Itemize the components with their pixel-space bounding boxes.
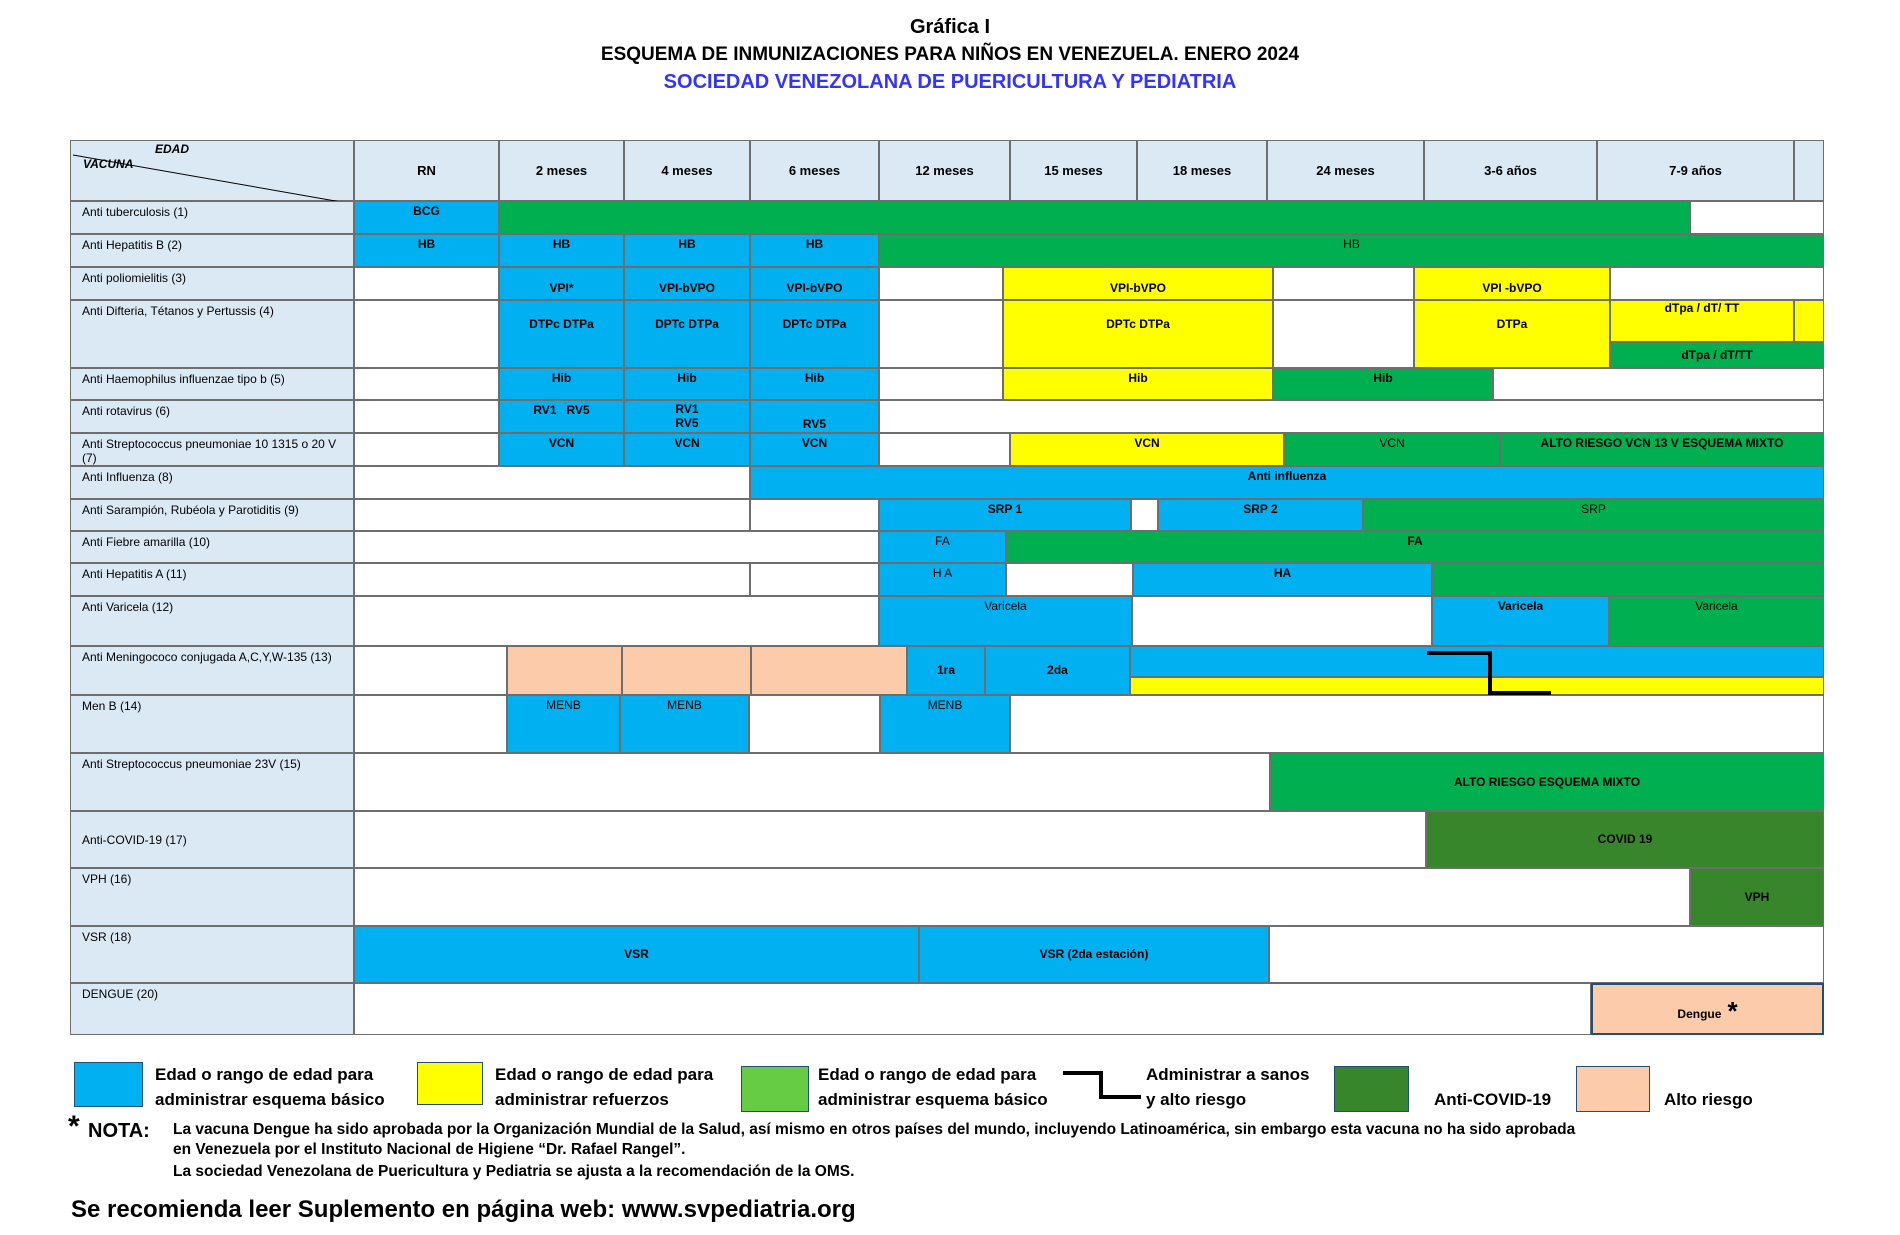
cell-mening-high-risk-4m [622,646,751,695]
corner-vacuna-label: VACUNA [83,157,134,171]
cell-hb-2m: HB [499,234,624,267]
cell-influenza: Anti influenza [750,466,1824,499]
cell-covid-19: COVID 19 [1426,811,1824,868]
cell-hib-2m: Hib [499,368,624,400]
col-header-24m: 24 meses [1267,140,1424,201]
cell-dengue-label: Dengue [1677,1006,1722,1021]
cell-vph: VPH [1690,868,1824,926]
cell-mening-2da: 2da [985,646,1130,695]
healthy-and-high-risk-marker [1427,651,1552,695]
legend-healthy-line1: Administrar a sanos [1146,1065,1310,1084]
row-label-vph: VPH (16) [70,868,354,926]
page-title: ESQUEMA DE INMUNIZACIONES PARA NIÑOS EN VENEZUELA. ENERO 2024 [600,44,1300,65]
legend-text-booster [495,1062,713,1112]
cell-dtp-6m: DPTc DTPa [750,300,879,368]
cell-srp2: SRP 2 [1158,499,1363,531]
cell-menb-2m: MENB [507,695,620,753]
cell-dtp-booster: DPTc DTPa [1003,300,1273,368]
row-label-hib: Anti Haemophilus influenzae tipo b (5) [70,368,354,400]
cell-rv5-label: RV5 [675,416,699,430]
cell-dtpa-dt-tt-top: dTpa / dT/ TT [1610,300,1794,342]
cell-srp1: SRP 1 [879,499,1131,531]
cell-empty [1131,499,1158,531]
cell-menb-12m: MENB [880,695,1010,753]
cell-dtpa-3-6y: DTPa [1414,300,1610,368]
row-label-pneumococo: Anti Streptococcus pneumoniae 10 1315 o 20 V (7) [70,433,354,466]
cell-vpi-bvpo-6m: VPI-bVPO [750,267,879,300]
cell-empty [1610,267,1824,300]
cell-vcn-high-risk: ALTO RIESGO VCN 13 V ESQUEMA MIXTO [1500,433,1824,466]
cell-vpi-bvpo-3-6y: VPI -bVPO [1414,267,1610,300]
cell-mening-high-risk-2m [507,646,622,695]
cell-empty [354,499,750,531]
cell-empty [354,811,1426,868]
col-header-rn: RN [354,140,499,201]
cell-vcn-6m: VCN [750,433,879,466]
row-label-men-b: Men B (14) [70,695,354,753]
legend-swatch-booster [417,1062,483,1105]
cell-dtp-2m: DTPc DTPa [499,300,624,368]
cell-dtpa-dt-tt-bottom: dTpa / dT/TT [1610,342,1824,368]
legend-green-line1: Edad o rango de edad para [818,1065,1037,1084]
cell-hb-range: HB [879,234,1824,267]
cell-empty [354,646,507,695]
cell-bcg: BCG [354,201,499,234]
row-label-vsr: VSR (18) [70,926,354,983]
cell-empty [1273,267,1414,300]
cell-dtpa-extra [1794,300,1824,342]
cell-hib-6m: Hib [750,368,879,400]
note-line-3: La sociedad Venezolana de Puericultura y Pediatria se ajusta a la recomendación de la OMS. [173,1163,855,1180]
cell-empty [1493,368,1824,400]
col-header-18m: 18 meses [1137,140,1267,201]
cell-empty [1269,926,1824,983]
cell-empty [354,433,499,466]
cell-empty [749,695,880,753]
cell-empty [879,433,1010,466]
cell-rv-2m: RV1 RV5 [499,400,624,433]
chart-number: Gráfica I [909,16,991,38]
cell-empty [879,267,1003,300]
cell-vcn-4m: VCN [624,433,750,466]
col-header-7-9y: 7-9 años [1597,140,1794,201]
cell-fa-12m: FA [879,531,1006,563]
cell-varicela-3-6y: Varicela [1432,596,1609,646]
col-header-6m: 6 meses [750,140,879,201]
legend-green-line2: administrar esquema básico [818,1090,1048,1109]
cell-empty [354,983,1591,1035]
cell-srp-range: SRP [1363,499,1824,531]
legend-healthy-line2: y alto riesgo [1146,1090,1247,1109]
corner-edad-label: EDAD [155,142,190,156]
row-label-covid: Anti-COVID-19 (17) [70,811,354,868]
note-line-2: en Venezuela por el Instituto Nacional de Higiene “Dr. Rafael Rangel”. [173,1141,686,1158]
col-header-15m: 15 meses [1010,140,1137,201]
cell-vpi-bvpo-4m: VPI-bVPO [624,267,750,300]
legend-basic-line1: Edad o rango de edad para [155,1065,374,1084]
cell-mening-1ra: 1ra [907,646,985,695]
cell-varicela-12m: Varicela [879,596,1132,646]
cell-mening-high-risk-6m [751,646,907,695]
cell-vcn-2m: VCN [499,433,624,466]
cell-empty [879,400,1824,433]
legend-swatch-covid [1334,1066,1409,1112]
row-label-tuberculosis: Anti tuberculosis (1) [70,201,354,234]
corner-diagonal-line [71,141,355,202]
corner-header [70,140,354,201]
row-label-rotavirus: Anti rotavirus (6) [70,400,354,433]
row-label-pneumococo-23v: Anti Streptococcus pneumoniae 23V (15) [70,753,354,811]
row-label-fiebre-amarilla: Anti Fiebre amarilla (10) [70,531,354,563]
cell-rv-4m [624,400,750,433]
row-label-poliomielitis: Anti poliomielitis (3) [70,267,354,300]
row-label-meningococo: Anti Meningococo conjugada A,C,Y,W-135 (13) [70,646,354,695]
cell-empty [354,596,879,646]
asterisk-icon: * [1727,995,1738,1026]
organization-name: SOCIEDAD VENEZOLANA DE PUERICULTURA Y PEDIATRIA [663,71,1237,93]
cell-hib-booster: Hib [1003,368,1273,400]
note-line-1: La vacuna Dengue ha sido aprobada por la Organización Mundial de la Salud, así mismo en otros países del mundo, incluyendo Latinoamérica, sin embargo esta vacuna no ha sido aprobada [173,1121,1576,1138]
cell-vcn-range: VCN [1284,433,1500,466]
row-label-hepatitis-a: Anti Hepatitis A (11) [70,563,354,596]
legend-text-basic-green [818,1062,1048,1112]
cell-empty [354,400,499,433]
note-asterisk-icon: * [68,1110,80,1143]
cell-empty [750,563,879,596]
cell-hib-4m: Hib [624,368,750,400]
cell-dtp-4m: DPTc DTPa [624,300,750,368]
cell-empty [1006,563,1133,596]
cell-empty [354,300,499,368]
cell-hib-range: Hib [1273,368,1493,400]
row-label-dtp: Anti Difteria, Tétanos y Pertussis (4) [70,300,354,368]
cell-empty [1010,695,1824,753]
immunization-schedule-table [70,140,1824,1035]
legend-booster-line1: Edad o rango de edad para [495,1065,714,1084]
cell-vpi-bvpo-booster: VPI-bVPO [1003,267,1273,300]
footer-recommendation: Se recomienda leer Suplemento en página web: www.svpediatria.org [71,1196,856,1223]
cell-empty [354,368,499,400]
cell-hb-4m: HB [624,234,750,267]
cell-empty [879,368,1003,400]
cell-rv1-label: RV1 [675,402,699,416]
row-label-srp: Anti Sarampión, Rubéola y Parotiditis (9) [70,499,354,531]
col-header-4m: 4 meses [624,140,750,201]
col-header-3-6y: 3-6 años [1424,140,1597,201]
legend-marker-healthy-risk [1063,1070,1141,1100]
cell-ha-12m: H A [879,563,1006,596]
cell-dengue [1591,983,1824,1035]
cell-empty [354,695,507,753]
cell-hb-6m: HB [750,234,879,267]
cell-ha: HA [1133,563,1432,596]
legend-text-covid: Anti-COVID-19 [1434,1090,1552,1109]
legend-swatch-high-risk [1576,1066,1650,1112]
cell-menb-4m: MENB [620,695,749,753]
cell-varicela-7-9y: Varicela [1609,596,1824,646]
cell-bcg-range [499,201,1690,234]
cell-empty [354,753,1270,811]
cell-fa-range: FA [1006,531,1824,563]
cell-empty [1273,300,1414,368]
legend-text-healthy-risk [1146,1062,1309,1112]
cell-empty [354,868,1690,926]
row-label-influenza: Anti Influenza (8) [70,466,354,499]
col-header-extra [1794,140,1824,201]
row-label-dengue: DENGUE (20) [70,983,354,1035]
legend-text-high-risk: Alto riesgo [1664,1090,1753,1109]
legend-booster-line2: administrar refuerzos [495,1090,669,1109]
cell-empty [750,499,879,531]
legend-text-basic [155,1062,385,1112]
cell-empty [354,563,750,596]
cell-empty [354,466,750,499]
row-label-varicela: Anti Varicela (12) [70,596,354,646]
legend-basic-line2: administrar esquema básico [155,1090,385,1109]
cell-hb-rn: HB [354,234,499,267]
cell-rv5-6m: RV5 [750,400,879,433]
legend-swatch-basic [74,1062,143,1107]
col-header-12m: 12 meses [879,140,1010,201]
cell-empty [354,267,499,300]
cell-pneumo-23v-high-risk: ALTO RIESGO ESQUEMA MIXTO [1270,753,1824,811]
cell-ha-range [1432,563,1824,596]
note-label: NOTA: [88,1120,150,1142]
cell-empty [879,300,1003,368]
row-label-hepatitis-b: Anti Hepatitis B (2) [70,234,354,267]
cell-empty [1132,596,1432,646]
cell-vcn-booster: VCN [1010,433,1284,466]
cell-empty [1690,201,1824,234]
legend-swatch-basic-green [741,1066,809,1112]
cell-vsr: VSR [354,926,919,983]
cell-empty [354,531,879,563]
cell-vsr-2da: VSR (2da estación) [919,926,1269,983]
cell-vpi-2m: VPI* [499,267,624,300]
col-header-2m: 2 meses [499,140,624,201]
